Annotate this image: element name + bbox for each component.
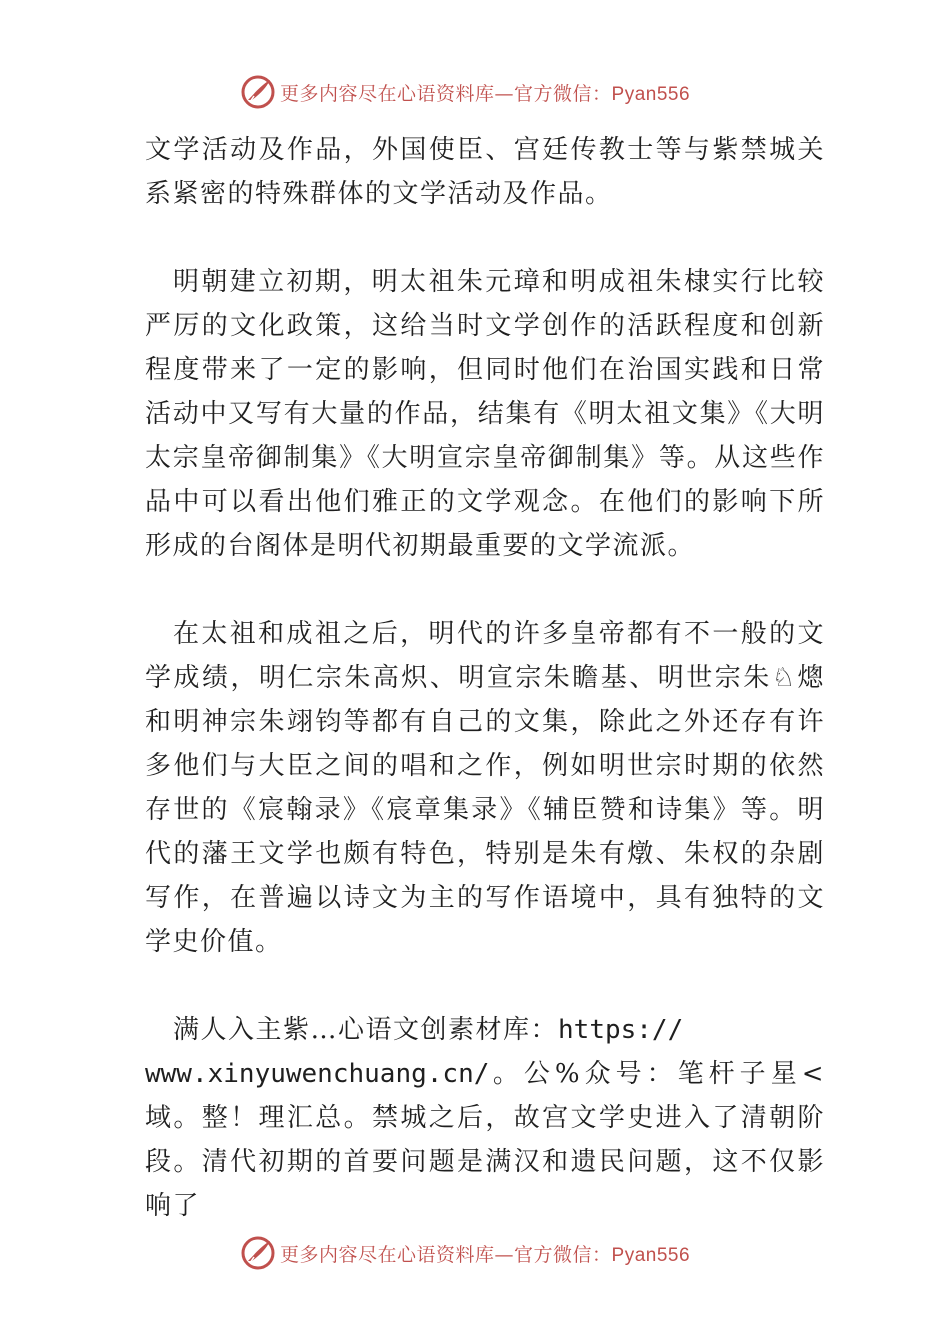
paragraph-4 (145, 1008, 825, 1228)
paragraph-2: 明朝建立初期，明太祖朱元璋和明成祖朱棣实行比较严厉的文化政策，这给当时文学创作的活跃程度和创新程度带来了一定的影响，但同时他们在治国实践和日常活动中又写有大量的作品，结集有《明太祖文集》《大明太宗皇帝御制集》《大明宣宗皇帝御制集》等。从这些作品中可以看出他们雅正的文学观念。在他们的影响下所形成的台阁体是明代初期最重要的文学流派。 (145, 267, 825, 561)
document-body (145, 128, 825, 1272)
paragraph-3: 在太祖和成祖之后，明代的许多皇帝都有不一般的文学成绩，明仁宗朱高炽、明宣宗朱瞻基、明世宗朱♘熜和明神宗朱翊钧等都有自己的文集，除此之外还存有许多他们与大臣之间的唱和之作，例如明世宗时期的依然存世的《宸翰录》《宸章集录》《辅臣赞和诗集》等。明代的藩王文学也颇有特色，特别是朱有燉、朱权的杂剧写作，在普遍以诗文为主的写作语境中，具有独特的文学史价值。 (145, 619, 825, 957)
footer-wechat-id: Pyan556 (611, 1244, 691, 1266)
footer-banner-text: 更多内容尽在心语资料库—官方微信： (280, 1243, 612, 1266)
quill-logo-icon (240, 1235, 276, 1271)
paragraph-4-url2: www.xinyuwenchuang.cn/ (145, 1059, 490, 1089)
header-banner (240, 72, 740, 112)
header-wechat-id: Pyan556 (611, 83, 691, 105)
paragraph-4-part2: 。公%众号：笔杆子星<域。整！理汇总。禁城之后，故宫文学史进入了清朝阶段。清代初期的首要问题是满汉和遗民问题，这不仅影响了 (145, 1059, 825, 1221)
quill-logo-icon (240, 74, 276, 110)
paragraph-1: 文学活动及作品，外国使臣、宫廷传教士等与紫禁城关系紧密的特殊群体的文学活动及作品。 (145, 135, 825, 209)
paragraph-4-url1: https:// (558, 1015, 684, 1045)
header-banner-text: 更多内容尽在心语资料库—官方微信： (280, 82, 612, 105)
paragraph-4-part1: 满人入主紫…心语文创素材库： (173, 1015, 559, 1045)
footer-banner (240, 1233, 740, 1273)
